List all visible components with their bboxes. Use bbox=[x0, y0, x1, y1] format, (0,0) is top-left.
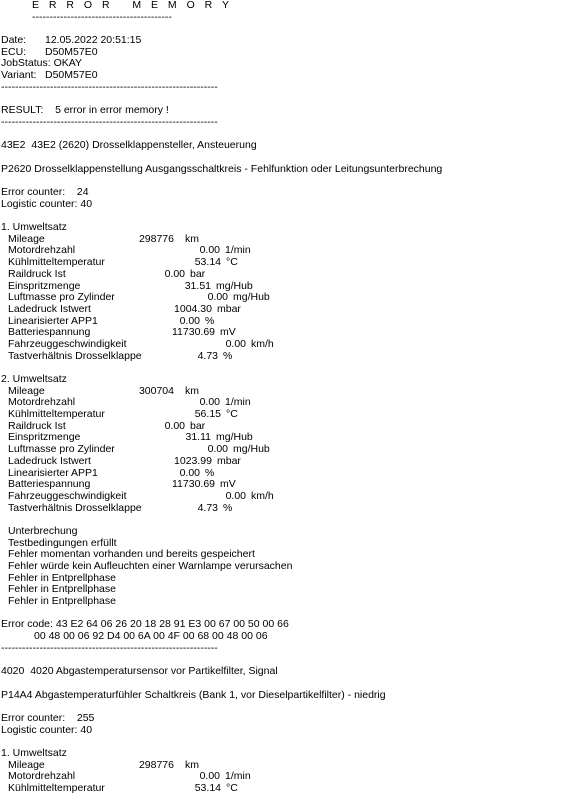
param-value: 300704 bbox=[138, 384, 174, 397]
blank-line bbox=[0, 210, 566, 222]
param-value: 0.00 bbox=[179, 466, 200, 479]
param-row bbox=[0, 491, 566, 503]
param-unit: % bbox=[223, 349, 233, 362]
param-value: 11730.69 bbox=[171, 478, 215, 491]
logistic-counter: Logistic counter: 40 bbox=[1, 723, 93, 736]
param-value: 298776 bbox=[138, 758, 174, 771]
error-description: P2620 Drosselklappenstellung Ausgangsschaltkreis - Fehlfunktion oder Leitungsunterbrechung bbox=[1, 162, 443, 175]
param-value: 0.00 bbox=[179, 314, 200, 327]
status-line: Fehler würde kein Aufleuchten einer Warnlampe verursachen bbox=[8, 560, 293, 572]
param-name: Batteriespannung bbox=[8, 478, 91, 491]
param-unit: mV bbox=[220, 478, 236, 491]
logistic-counter: Logistic counter: 40 bbox=[1, 197, 93, 210]
param-name: Tastverhältnis Drosselklappe bbox=[8, 349, 142, 362]
param-value: 0.00 bbox=[199, 770, 220, 783]
param-name: Raildruck Ist bbox=[8, 267, 66, 280]
param-unit: °C bbox=[226, 256, 238, 269]
param-name: Motordrehzahl bbox=[8, 770, 76, 783]
header-label: Date: bbox=[1, 34, 27, 47]
status-line: Unterbrechung bbox=[8, 524, 78, 537]
param-name: Motordrehzahl bbox=[8, 396, 76, 409]
status-line: Testbedingungen erfüllt bbox=[8, 536, 117, 549]
param-row bbox=[0, 351, 566, 363]
error-heading: 43E2 43E2 (2620) Drosselklappensteller, Ansteuerung bbox=[1, 139, 257, 152]
param-name: Einspritzmenge bbox=[8, 279, 81, 292]
param-name: Motordrehzahl bbox=[8, 244, 76, 257]
param-value: 11730.69 bbox=[171, 326, 215, 339]
param-name: Einspritzmenge bbox=[8, 431, 81, 444]
param-unit: bar bbox=[190, 267, 206, 280]
param-unit: % bbox=[223, 501, 233, 514]
header-label: Variant: bbox=[1, 69, 37, 82]
env-set-title: 1. Umweltsatz bbox=[1, 221, 67, 234]
param-unit: mg/Hub bbox=[233, 443, 270, 456]
status-line: Fehler momentan vorhanden und bereits gespeichert bbox=[8, 548, 255, 561]
param-value: 4.73 bbox=[197, 349, 218, 362]
param-value: 0.00 bbox=[207, 443, 228, 456]
param-value: 31.51 bbox=[184, 279, 211, 292]
param-value: 0.00 bbox=[164, 267, 185, 280]
param-row bbox=[0, 456, 566, 468]
env-set-title: 1. Umweltsatz bbox=[1, 747, 67, 759]
param-unit: mbar bbox=[217, 454, 241, 467]
status-line: Fehler in Entprellphase bbox=[8, 571, 116, 584]
param-value: 1023.99 bbox=[174, 454, 212, 467]
param-row bbox=[0, 339, 566, 351]
param-unit: mg/Hub bbox=[216, 279, 253, 292]
error-heading: 4020 4020 Abgastemperatursensor vor Partikelfilter, Signal bbox=[1, 665, 278, 678]
param-name: Ladedruck Istwert bbox=[8, 454, 91, 467]
param-value: 0.00 bbox=[164, 419, 185, 432]
error-counter: Error counter: 24 bbox=[1, 186, 89, 198]
param-unit: °C bbox=[226, 408, 238, 421]
title-underline: ---------------------------------------- bbox=[32, 10, 172, 23]
param-row bbox=[0, 304, 566, 316]
param-row bbox=[0, 760, 566, 772]
param-name: Mileage bbox=[8, 232, 45, 245]
param-unit: km bbox=[185, 758, 199, 771]
param-unit: bar bbox=[190, 419, 206, 432]
error-description: P14A4 Abgastemperaturfühler Schaltkreis (Bank 1, vor Dieselpartikelfilter) - niedrig bbox=[1, 688, 386, 701]
param-value: 4.73 bbox=[197, 501, 218, 514]
param-unit: mg/Hub bbox=[233, 291, 270, 304]
param-unit: km bbox=[185, 232, 199, 245]
param-name: Linearisierter APP1 bbox=[8, 466, 98, 479]
blank-line bbox=[0, 736, 566, 748]
param-unit: mbar bbox=[217, 302, 241, 315]
param-value: 0.00 bbox=[225, 337, 246, 350]
param-name: Luftmasse pro Zylinder bbox=[8, 291, 115, 304]
param-unit: 1/min bbox=[225, 396, 251, 409]
separator-line: -------------------------------------------------------------- bbox=[1, 641, 218, 654]
param-unit: 1/min bbox=[225, 770, 251, 783]
param-value: 1004.30 bbox=[174, 302, 212, 315]
param-unit: km/h bbox=[251, 337, 274, 350]
header-label: ECU: bbox=[1, 45, 27, 58]
header-value: D50M57E0 bbox=[45, 45, 98, 58]
param-value: 53.14 bbox=[194, 782, 221, 795]
param-name: Mileage bbox=[8, 758, 45, 771]
param-value: 53.14 bbox=[194, 256, 221, 269]
param-unit: mV bbox=[220, 326, 236, 339]
status-line: Fehler in Entprellphase bbox=[8, 595, 116, 608]
param-unit: mg/Hub bbox=[216, 431, 253, 444]
param-unit: % bbox=[205, 314, 215, 327]
separator-line: -------------------------------------------------------------- bbox=[1, 80, 218, 93]
param-name: Luftmasse pro Zylinder bbox=[8, 443, 115, 456]
param-name: Linearisierter APP1 bbox=[8, 314, 98, 327]
param-row bbox=[0, 257, 566, 269]
header-row bbox=[0, 35, 566, 47]
param-unit: km/h bbox=[251, 489, 274, 502]
error-code-line: 00 48 00 06 92 D4 00 6A 00 4F 00 68 00 48 00 06 bbox=[34, 630, 268, 643]
param-value: 0.00 bbox=[207, 291, 228, 304]
param-name: Raildruck Ist bbox=[8, 419, 66, 432]
param-value: 0.00 bbox=[199, 244, 220, 257]
blank-line bbox=[0, 678, 566, 690]
status-line: Fehler in Entprellphase bbox=[8, 583, 116, 596]
param-row bbox=[0, 269, 566, 281]
param-name: Kühlmitteltemperatur bbox=[8, 256, 105, 269]
param-name: Fahrzeuggeschwindigkeit bbox=[8, 337, 127, 350]
param-value: 31.11 bbox=[185, 431, 211, 444]
blank-line bbox=[0, 795, 566, 800]
param-row bbox=[0, 386, 566, 398]
param-unit: °C bbox=[226, 782, 238, 795]
param-value: 298776 bbox=[138, 232, 174, 245]
param-name: Tastverhältnis Drosselklappe bbox=[8, 501, 142, 514]
param-row bbox=[0, 234, 566, 246]
param-value: 0.00 bbox=[199, 396, 220, 409]
header-label: JobStatus: bbox=[1, 57, 51, 70]
error-counter: Error counter: 255 bbox=[1, 711, 95, 724]
param-name: Ladedruck Istwert bbox=[8, 302, 91, 315]
header-row bbox=[0, 47, 566, 59]
header-value: OKAY bbox=[53, 57, 83, 70]
header-value: D50M57E0 bbox=[45, 69, 98, 82]
param-name: Kühlmitteltemperatur bbox=[8, 408, 105, 421]
param-row bbox=[0, 409, 566, 421]
param-name: Kühlmitteltemperatur bbox=[8, 782, 105, 795]
document-title: E R R O R M E M O R Y bbox=[32, 0, 233, 11]
param-unit: 1/min bbox=[225, 244, 251, 257]
param-value: 0.00 bbox=[225, 489, 246, 502]
header-value: 12.05.2022 20:51:15 bbox=[45, 34, 142, 47]
blank-line bbox=[0, 514, 566, 526]
param-name: Mileage bbox=[8, 384, 45, 397]
result-line: RESULT: 5 error in error memory ! bbox=[1, 104, 169, 117]
separator-line: -------------------------------------------------------------- bbox=[1, 115, 218, 128]
param-row bbox=[0, 783, 566, 795]
param-name: Batteriespannung bbox=[8, 326, 91, 339]
env-set-title: 2. Umweltsatz bbox=[1, 373, 67, 385]
param-unit: % bbox=[205, 466, 215, 479]
param-row bbox=[0, 421, 566, 433]
blank-line bbox=[0, 152, 566, 164]
blank-line bbox=[0, 362, 566, 374]
param-row bbox=[0, 503, 566, 515]
param-name: Fahrzeuggeschwindigkeit bbox=[8, 489, 127, 502]
error-code-line: Error code: 43 E2 64 06 26 20 18 28 91 E3 00 67 00 50 00 66 bbox=[1, 618, 289, 631]
param-value: 56.15 bbox=[194, 408, 221, 421]
param-unit: km bbox=[185, 384, 199, 397]
